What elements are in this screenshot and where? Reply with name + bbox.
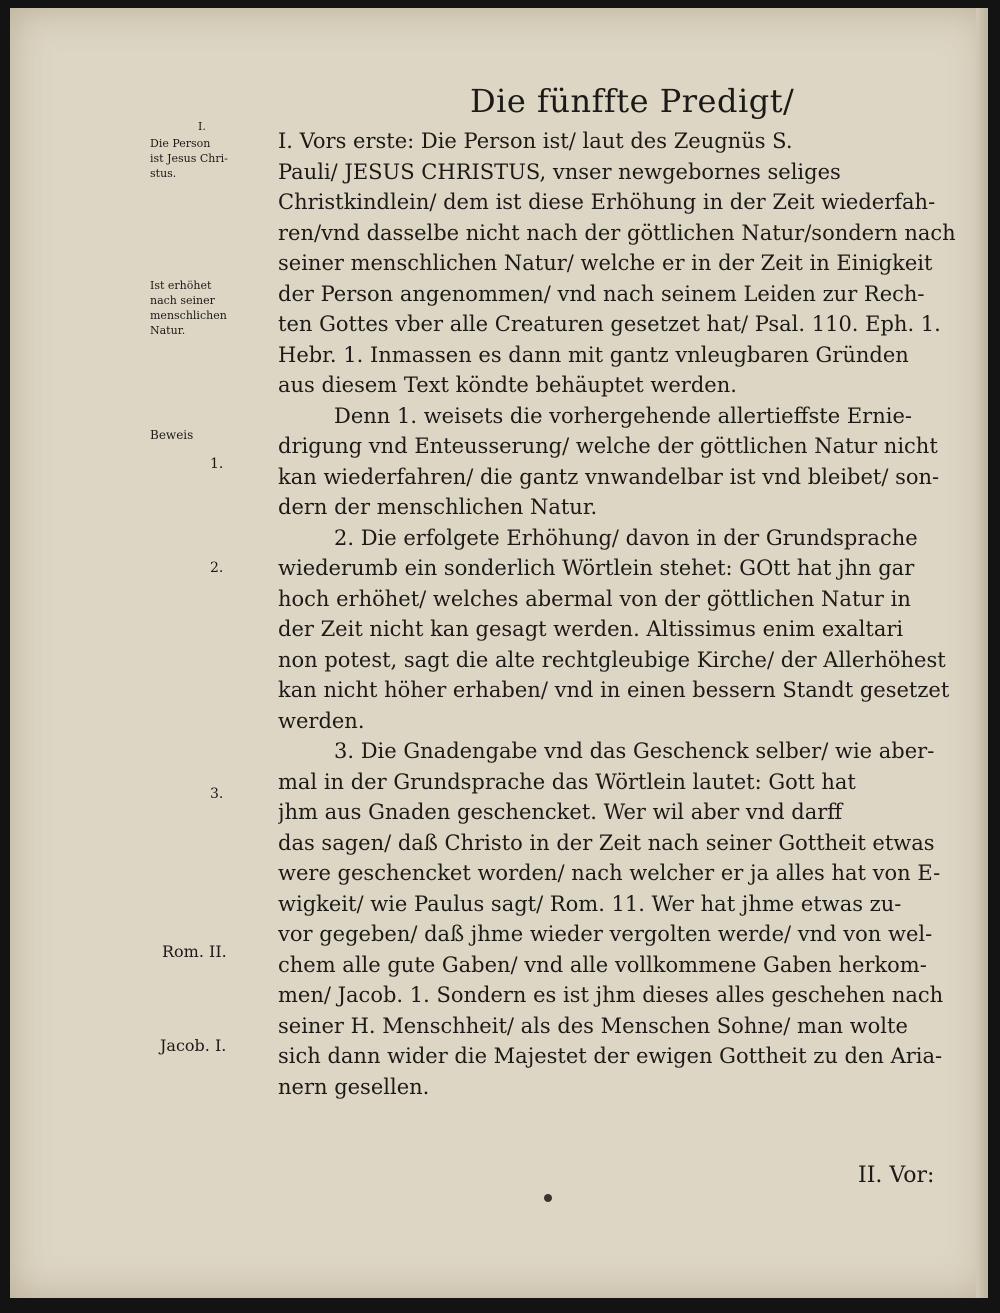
text-line: jhm aus Gnaden geschencket. Wer wil aber vnd darff (278, 800, 843, 824)
running-head: Die fünffte Predigt/ (470, 82, 795, 120)
text-line: were geschencket worden/ nach welcher er ja alles hat von E- (278, 861, 941, 885)
text-line: chem alle gute Gaben/ vnd alle vollkommene Gaben herkom- (278, 952, 927, 977)
text-line: Hebr. 1. Inmassen es dann mit gantz vnleugbaren Gründen (278, 342, 909, 367)
margin-note-exalted: Ist erhöhet nach seiner menschlichen Natur. (150, 279, 227, 337)
text-line: sich dann wider die Majestet der ewigen Gottheit zu den Aria- (278, 1044, 943, 1068)
text-line: ren/vnd dasselbe nicht nach der göttlichen Natur/sondern nach (278, 220, 956, 245)
text-line: I. Vors erste: Die Person ist/ laut des Zeugnüs S. (278, 129, 793, 153)
text-line: das sagen/ daß Christo in der Zeit nach seiner Gottheit etwas (278, 830, 935, 855)
margin-ref-jacob: Jacob. I. (160, 1036, 227, 1055)
ink-speck (544, 1194, 552, 1202)
margin-number-3: 3. (210, 786, 224, 802)
text-line: kan wiederfahren/ die gantz vnwandelbar ist vnd bleibet/ son- (278, 464, 940, 489)
margin-number-2: 2. (210, 560, 224, 576)
text-line: Pauli/ JESUS CHRISTUS, vnser newgebornes seliges (278, 159, 841, 184)
catchword: II. Vor: (858, 1163, 935, 1188)
page-edge (976, 8, 988, 1298)
text-line: 3. Die Gnadengabe vnd das Geschenck selber/ wie aber- (334, 739, 935, 763)
text-line: der Person angenommen/ vnd nach seinem Leiden zur Rech- (278, 281, 925, 306)
text-line: ten Gottes vber alle Creaturen gesetzet hat/ Psal. 110. Eph. 1. (278, 312, 941, 336)
margin-number-1: 1. (210, 456, 224, 472)
book-page (10, 8, 988, 1298)
text-line: vor gegeben/ daß jhme wieder vergolten werde/ vnd von wel- (278, 922, 933, 946)
text-line: Denn 1. weisets die vorhergehende allertieffste Ernie- (334, 403, 912, 428)
text-line: aus diesem Text köndte behäuptet werden. (278, 373, 737, 397)
text-line: seiner menschlichen Natur/ welche er in der Zeit in Einigkeit (278, 251, 933, 275)
text-line: mal in der Grundsprache das Wörtlein lautet: Gott hat (278, 769, 856, 794)
body-text (278, 126, 960, 1102)
text-line: kan nicht höher erhaben/ vnd in einen bessern Standt gesetzet (278, 678, 950, 702)
text-line: dern der menschlichen Natur. (278, 495, 598, 519)
text-line: 2. Die erfolgete Erhöhung/ davon in der Grundsprache (334, 525, 918, 550)
text-line: Christkindlein/ dem ist diese Erhöhung in der Zeit wiederfah- (278, 190, 936, 214)
text-line: drigung vnd Enteusserung/ welche der göttlichen Natur nicht (278, 434, 938, 458)
text-line: men/ Jacob. 1. Sondern es ist jhm dieses alles geschehen nach (278, 983, 944, 1007)
text-line: seiner H. Menschheit/ als des Menschen Sohne/ man wolte (278, 1013, 908, 1038)
margin-note-person: Die Person ist Jesus Chri- stus. (150, 137, 228, 180)
text-line: werden. (278, 708, 365, 733)
text-line: der Zeit nicht kan gesagt werden. Altissimus enim exaltari (278, 617, 904, 641)
margin-ref-romans: Rom. II. (162, 942, 227, 961)
text-line: wiederumb ein sonderlich Wörtlein stehet: GOtt hat jhn gar (278, 556, 915, 580)
text-line: nern gesellen. (278, 1074, 430, 1099)
text-line: non potest, sagt die alte rechtgleubige Kirche/ der Allerhöhest (278, 647, 946, 672)
margin-note-number: I. (198, 120, 206, 133)
margin-note-beweis: Beweis (150, 428, 194, 442)
text-line: hoch erhöhet/ welches abermal von der göttlichen Natur in (278, 586, 911, 611)
text-line: wigkeit/ wie Paulus sagt/ Rom. 11. Wer hat jhme etwas zu- (278, 891, 902, 916)
